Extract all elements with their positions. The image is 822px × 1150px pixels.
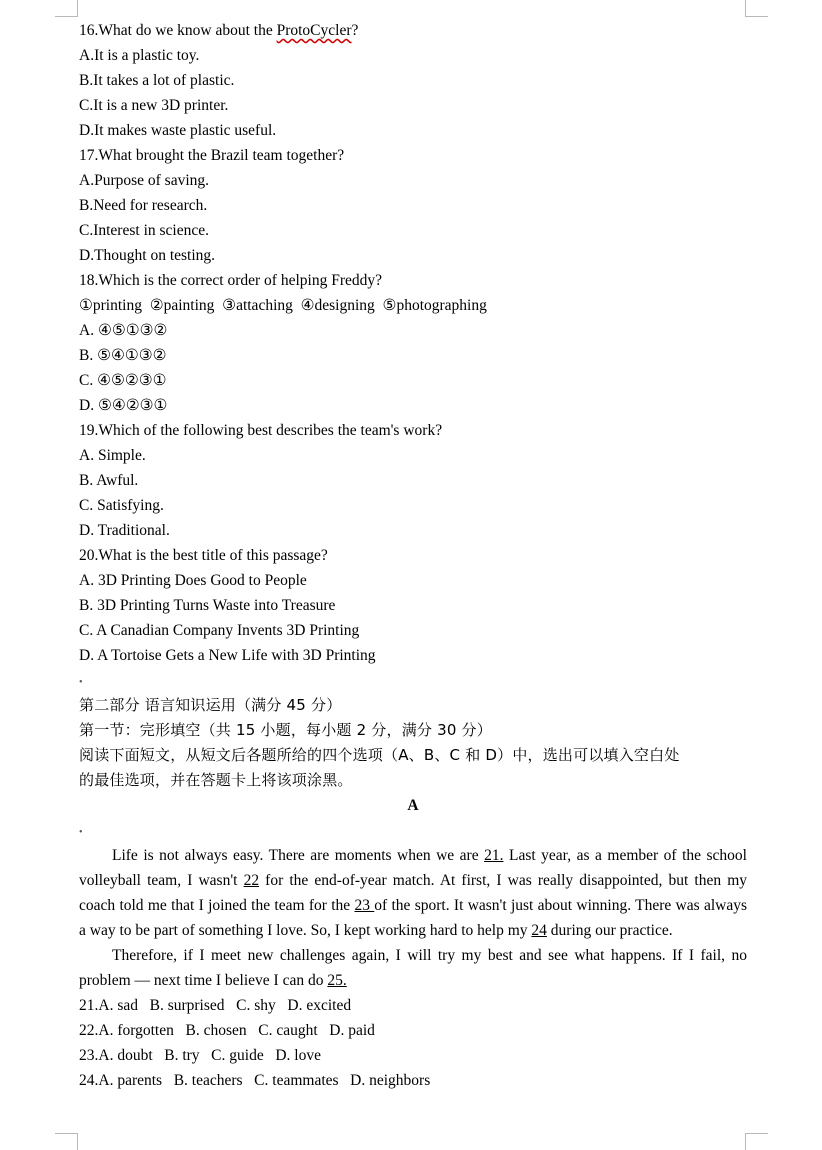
- blank-22: 22: [243, 872, 260, 889]
- question-20-stem: 20.What is the best title of this passage?: [79, 547, 328, 564]
- empty-paragraph: [79, 668, 747, 693]
- options-22: 22.A. forgotten B. chosen C. caught D. paid: [79, 1022, 375, 1039]
- paragraph-mark-icon: •: [79, 677, 83, 688]
- question-19-option-d: D. Traditional.: [79, 522, 170, 539]
- blank-23: 23: [354, 897, 375, 914]
- section-one-title: 第一节：完形填空（共 15 小题，每小题 2 分，满分 30 分）: [79, 721, 492, 739]
- question-17-option-b: B.Need for research.: [79, 197, 208, 214]
- question-19-option-a: A. Simple.: [79, 447, 146, 464]
- spellcheck-word: ProtoCycler: [276, 22, 352, 39]
- question-17-option-a: A.Purpose of saving.: [79, 172, 210, 189]
- question-16-option-c: C.It is a new 3D printer.: [79, 97, 229, 114]
- instruction-line-1: 阅读下面短文，从短文后各题所给的四个选项（A、B、C 和 D）中，选出可以填入空白处: [79, 746, 680, 764]
- question-16-stem: 16.What do we know about the ProtoCycler?: [79, 22, 359, 39]
- question-17-stem: 17.What brought the Brazil team together?: [79, 147, 345, 164]
- page-corner-mark: [55, 0, 78, 17]
- passage-paragraph-2: Therefore, if I meet new challenges again, I will try my best and see what happens. If I fail, no problem — next time I believe I can do 25.: [79, 947, 747, 989]
- question-18-option-a: A. ④⑤①③②: [79, 322, 168, 339]
- options-23: 23.A. doubt B. try C. guide D. love: [79, 1047, 321, 1064]
- question-19-option-c: C. Satisfying.: [79, 497, 164, 514]
- question-19-stem: 19.Which of the following best describes the team's work?: [79, 422, 443, 439]
- page-corner-mark: [55, 1133, 78, 1150]
- question-20-option-b: B. 3D Printing Turns Waste into Treasure: [79, 597, 336, 614]
- page-corner-mark: [745, 1133, 768, 1150]
- passage-paragraph-1: Life is not always easy. There are moments when we are 21. Last year, as a member of the school volleyball team, I wasn't 22 for the end-of-year match. At first, I was really disappointed, but then my coach told me that I joined the team for the 23 of the sport. It wasn't just about winning. There was always a way to be part of something I love. So, I kept working hard to help my 24 during our practice.: [79, 847, 748, 939]
- options-24: 24.A. parents B. teachers C. teammates D. neighbors: [79, 1072, 431, 1089]
- question-20-option-c: C. A Canadian Company Invents 3D Printing: [79, 622, 360, 639]
- question-20-option-d: D. A Tortoise Gets a New Life with 3D Printing: [79, 647, 376, 664]
- question-16-option-a: A.It is a plastic toy.: [79, 47, 200, 64]
- blank-21: 21.: [484, 847, 504, 864]
- question-17-option-c: C.Interest in science.: [79, 222, 209, 239]
- instruction-line-2: 的最佳选项，并在答题卡上将该项涂黑。: [79, 771, 353, 789]
- question-19-option-b: B. Awful.: [79, 472, 139, 489]
- question-18-option-d: D. ⑤④②③①: [79, 397, 168, 414]
- page-corner-mark: [745, 0, 768, 17]
- paragraph-mark-icon: •: [79, 827, 83, 838]
- question-18-option-b: B. ⑤④①③②: [79, 347, 167, 364]
- blank-25: 25.: [327, 972, 347, 989]
- blank-24: 24: [531, 922, 547, 939]
- empty-paragraph: [79, 818, 747, 843]
- question-16-option-d: D.It makes waste plastic useful.: [79, 122, 277, 139]
- question-18-steps: ①printing ②painting ③attaching ④designing ⑤photographing: [79, 297, 487, 314]
- passage-label: A: [407, 797, 419, 814]
- options-21: 21.A. sad B. surprised C. shy D. excited: [79, 997, 352, 1014]
- question-20-option-a: A. 3D Printing Does Good to People: [79, 572, 307, 589]
- question-17-option-d: D.Thought on testing.: [79, 247, 216, 264]
- question-18-stem: 18.Which is the correct order of helping Freddy?: [79, 272, 383, 289]
- part-two-title: 第二部分 语言知识运用（满分 45 分）: [79, 696, 342, 714]
- question-18-option-c: C. ④⑤②③①: [79, 372, 167, 389]
- document-body[interactable]: [79, 18, 747, 1093]
- question-16-option-b: B.It takes a lot of plastic.: [79, 72, 235, 89]
